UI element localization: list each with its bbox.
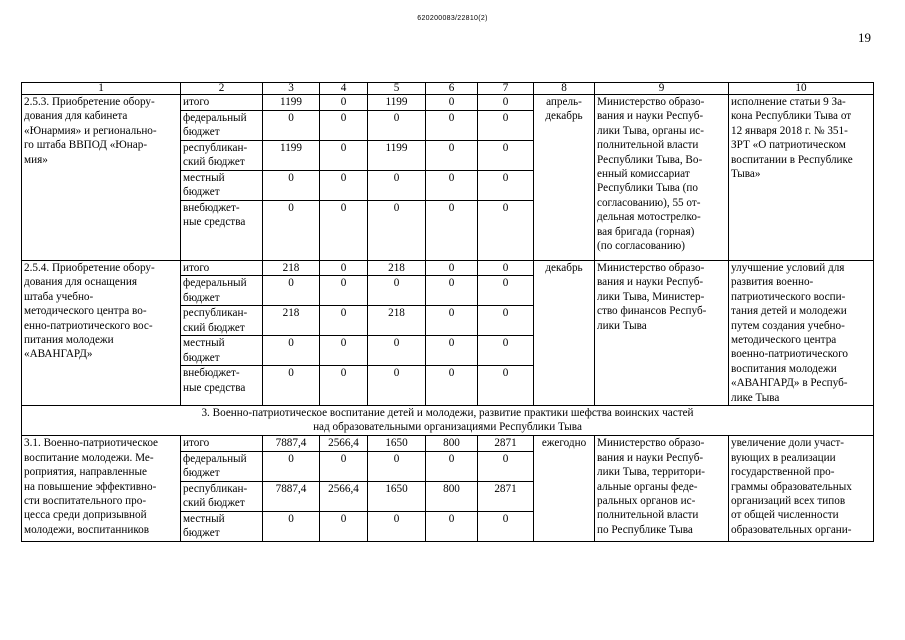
activity-name: 3.1. Военно-патриотическое воспитание молодежи. Ме- роприятия, направленные на повышение эффективно- сти воспитательного про- цесса среди допризывной молодежи, воспитанников xyxy=(22,436,181,541)
amount-col-4: 0 xyxy=(320,95,368,111)
amount-col-7: 0 xyxy=(478,261,534,276)
column-header-2: 2 xyxy=(181,83,263,95)
amount-col-7: 0 xyxy=(478,141,534,171)
funding-source-label: внебюджет- ные средства xyxy=(181,366,263,406)
column-header-9: 9 xyxy=(595,83,729,95)
amount-col-5: 0 xyxy=(368,366,426,406)
responsible-executors: Министерство образо- вания и науки Респуб- лики Тыва, Министер- ство финансов Респуб- лики Тыва xyxy=(595,261,729,406)
amount-col-7: 0 xyxy=(478,451,534,481)
amount-col-4: 0 xyxy=(320,171,368,201)
funding-source-label: федеральный бюджет xyxy=(181,276,263,306)
amount-col-5: 218 xyxy=(368,306,426,336)
amount-col-5: 218 xyxy=(368,261,426,276)
amount-col-3: 1199 xyxy=(263,95,320,111)
table-body xyxy=(22,83,874,542)
amount-col-4: 0 xyxy=(320,261,368,276)
funding-source-label: местный бюджет xyxy=(181,171,263,201)
amount-col-3: 0 xyxy=(263,336,320,366)
amount-col-4: 2566,4 xyxy=(320,436,368,451)
amount-col-3: 7887,4 xyxy=(263,481,320,511)
amount-col-7: 0 xyxy=(478,511,534,541)
column-header-1: 1 xyxy=(22,83,181,95)
amount-col-4: 0 xyxy=(320,306,368,336)
activity-name: 2.5.3. Приобретение обору- дования для кабинета «Юнармия» и регионально- го штаба ВВПОД «Юнар- мия» xyxy=(22,95,181,261)
amount-col-4: 0 xyxy=(320,201,368,261)
table-row xyxy=(22,95,874,111)
amount-col-4: 2566,4 xyxy=(320,481,368,511)
amount-col-7: 0 xyxy=(478,95,534,111)
amount-col-3: 0 xyxy=(263,171,320,201)
amount-col-3: 218 xyxy=(263,261,320,276)
amount-col-7: 2871 xyxy=(478,436,534,451)
funding-source-label: итого xyxy=(181,95,263,111)
funding-source-label: итого xyxy=(181,261,263,276)
amount-col-5: 0 xyxy=(368,451,426,481)
amount-col-3: 0 xyxy=(263,366,320,406)
amount-col-6: 0 xyxy=(426,511,478,541)
amount-col-6: 0 xyxy=(426,366,478,406)
activity-name: 2.5.4. Приобретение обору- дования для оснащения штаба учебно- методического центра во- енно-патриотического вос- питания молодежи «АВАНГАРД» xyxy=(22,261,181,406)
funding-source-label: федеральный бюджет xyxy=(181,451,263,481)
amount-col-3: 0 xyxy=(263,451,320,481)
amount-col-3: 0 xyxy=(263,201,320,261)
amount-col-5: 0 xyxy=(368,171,426,201)
amount-col-6: 0 xyxy=(426,111,478,141)
column-header-6: 6 xyxy=(426,83,478,95)
amount-col-5: 0 xyxy=(368,336,426,366)
column-header-5: 5 xyxy=(368,83,426,95)
funding-source-label: местный бюджет xyxy=(181,336,263,366)
document-id: 620200083/22810(2) xyxy=(417,15,488,22)
amount-col-7: 0 xyxy=(478,306,534,336)
responsible-executors: Министерство образо- вания и науки Респуб- лики Тыва, органы ис- полнительной власти Республики Тыва, Во- енный комиссариат Республики Тыва (по согласованию), 55 от- дельная мотострелко- вая бригада (горная) (по согласованию) xyxy=(595,95,729,261)
amount-col-6: 0 xyxy=(426,95,478,111)
funding-source-label: местный бюджет xyxy=(181,511,263,541)
amount-col-4: 0 xyxy=(320,276,368,306)
amount-col-6: 800 xyxy=(426,481,478,511)
amount-col-4: 0 xyxy=(320,511,368,541)
amount-col-6: 0 xyxy=(426,171,478,201)
amount-col-4: 0 xyxy=(320,451,368,481)
amount-col-5: 0 xyxy=(368,276,426,306)
amount-col-3: 0 xyxy=(263,276,320,306)
column-header-8: 8 xyxy=(534,83,595,95)
funding-source-label: республикан- ский бюджет xyxy=(181,141,263,171)
funding-source-label: итого xyxy=(181,436,263,451)
amount-col-7: 0 xyxy=(478,276,534,306)
amount-col-3: 0 xyxy=(263,111,320,141)
amount-col-3: 0 xyxy=(263,511,320,541)
amount-col-6: 0 xyxy=(426,336,478,366)
table-row xyxy=(22,436,874,451)
column-header-10: 10 xyxy=(729,83,874,95)
funding-source-label: республикан- ский бюджет xyxy=(181,481,263,511)
column-header-4: 4 xyxy=(320,83,368,95)
amount-col-6: 0 xyxy=(426,276,478,306)
program-table xyxy=(21,82,874,542)
execution-period: апрель- декабрь xyxy=(534,95,595,261)
amount-col-5: 0 xyxy=(368,511,426,541)
amount-col-7: 0 xyxy=(478,336,534,366)
amount-col-5: 1650 xyxy=(368,481,426,511)
page-number: 19 xyxy=(858,30,871,45)
expected-result: увеличение доли участ- вующих в реализации государственной про- граммы образовательных организаций всех типов от общей численности образовательных органи- xyxy=(729,436,874,541)
table-row xyxy=(22,261,874,276)
execution-period: декабрь xyxy=(534,261,595,406)
column-header-7: 7 xyxy=(478,83,534,95)
amount-col-6: 0 xyxy=(426,306,478,336)
amount-col-7: 0 xyxy=(478,111,534,141)
amount-col-3: 1199 xyxy=(263,141,320,171)
funding-source-label: внебюджет- ные средства xyxy=(181,201,263,261)
amount-col-4: 0 xyxy=(320,366,368,406)
funding-source-label: республикан- ский бюджет xyxy=(181,306,263,336)
execution-period: ежегодно xyxy=(534,436,595,541)
amount-col-7: 2871 xyxy=(478,481,534,511)
amount-col-3: 7887,4 xyxy=(263,436,320,451)
section-title: 3. Военно-патриотическое воспитание детей и молодежи, развитие практики шефства воинских частей над образовательными организациями Республики Тыва xyxy=(22,406,874,436)
amount-col-5: 1650 xyxy=(368,436,426,451)
amount-col-4: 0 xyxy=(320,336,368,366)
amount-col-7: 0 xyxy=(478,171,534,201)
expected-result: улучшение условий для развития военно- патриотического воспи- тания детей и молодежи путем создания учебно- методического центра военно-патриотического воспитания молодежи «АВАНГАРД» в Респуб- лике Тыва xyxy=(729,261,874,406)
amount-col-5: 0 xyxy=(368,201,426,261)
amount-col-7: 0 xyxy=(478,201,534,261)
amount-col-6: 0 xyxy=(426,141,478,171)
amount-col-4: 0 xyxy=(320,111,368,141)
amount-col-5: 0 xyxy=(368,111,426,141)
amount-col-5: 1199 xyxy=(368,95,426,111)
amount-col-6: 800 xyxy=(426,436,478,451)
amount-col-3: 218 xyxy=(263,306,320,336)
responsible-executors: Министерство образо- вания и науки Респуб- лики Тыва, территори- альные органы феде- ральных органов ис- полнительной власти по Республике Тыва xyxy=(595,436,729,541)
expected-result: исполнение статьи 9 За- кона Республики Тыва от 12 января 2018 г. № 351- ЗРТ «О патриотическом воспитании в Республике Тыва» xyxy=(729,95,874,261)
header-row xyxy=(22,83,874,95)
column-header-3: 3 xyxy=(263,83,320,95)
amount-col-5: 1199 xyxy=(368,141,426,171)
amount-col-6: 0 xyxy=(426,261,478,276)
amount-col-7: 0 xyxy=(478,366,534,406)
amount-col-6: 0 xyxy=(426,451,478,481)
amount-col-6: 0 xyxy=(426,201,478,261)
amount-col-4: 0 xyxy=(320,141,368,171)
section-row xyxy=(22,406,874,436)
funding-source-label: федеральный бюджет xyxy=(181,111,263,141)
